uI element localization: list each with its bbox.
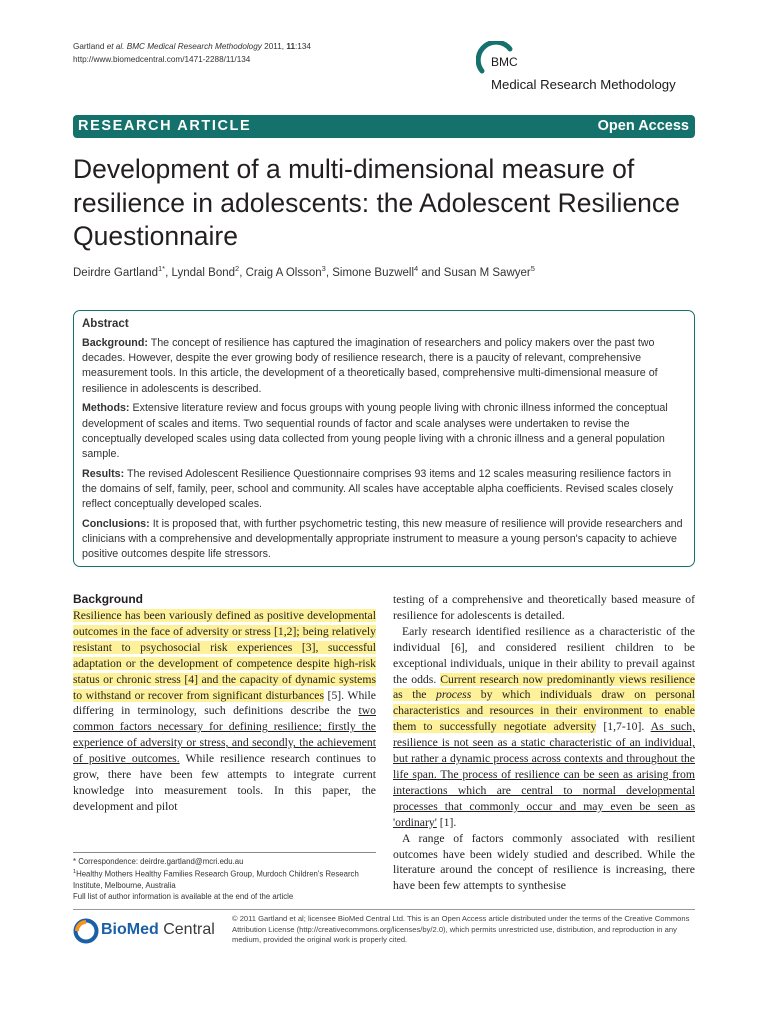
correspondence[interactable]: * Correspondence: deirdre.gartland@mcri.edu.au [73,857,244,866]
footnotes [73,856,376,903]
author[interactable]: Deirdre Gartland$^{1*}$ [73,264,166,279]
journal-logo-bmc: BMC [491,55,518,69]
abstract-background: Background: The concept of resilience has captured the imagination of researchers and policy makers over the past two decades. However, despite the ever growing body of resilience research, there is a paucity of relevant, comprehensive measurement tools. In this article, the development of a theoretically based, comprehensive multi-dimensional measure of resilience in adolescents is described. [82,337,658,395]
author[interactable]: Susan M Sawyer$^5$ [443,264,535,279]
biomed-central-wordmark: BioMed Central [101,921,215,938]
abstract-conclusions: Conclusions: It is proposed that, with further psychometric testing, this new measure of resilience will provide researchers and clinicians with a comprehensive and developmentally appropriate instrument to measure a young person's capacity to achieve positive outcomes despite life stressors. [82,517,683,561]
underlined-text[interactable]: As such, resilience is not seen as a static characteristic of an individual, but rather a dynamic process across contexts and throughout the life span. The process of resilience can be seen as arising from interactions which are central to normal developmental processes that commonly occur and may even be seen as 'ordinary' [393,720,695,829]
abstract-methods: Methods: Extensive literature review and focus groups with young people living with chronic illness informed the conceptual development of scales and items. Two sequential rounds of factor and scale analyses were undertaken to revise the conceptually developed scales using data collected from young people living with a chronic illness and a general population sample. [82,402,668,460]
journal-logo [476,41,700,99]
body-text [393,592,695,894]
citation-line: Gartland et al. BMC Medical Research Methodology 2011, 11:134 [73,42,311,51]
article-url[interactable]: http://www.biomedcentral.com/1471-2288/11/134 [73,54,251,64]
highlighted-text[interactable]: Resilience has been variously defined as positive developmental outcomes in the face of adversity or stress [1,2]; being relatively resistant to psychosocial risk experiences [3], successful adaptation or the development of competence despite high-risk status or chronic stress [4] and the capacity of dynamic systems to withstand or recover from significant disturbances [73,609,376,702]
author-info-note: Full list of author information is available at the end of the article [73,892,294,902]
footnote-divider [73,852,376,853]
abstract-heading: Abstract [82,318,129,330]
footer-divider [73,909,695,910]
author-list: Deirdre Gartland$^{1*}$, Lyndal Bond$^2$, Craig A Olsson$^3$, Simone Buzwell$^4$ and Susan M Sawyer$^5$ [73,264,535,279]
biomed-central-emblem-icon [73,918,99,944]
paragraph: Resilience has been variously defined as positive developmental outcomes in the face of adversity or stress [1,2]; being relatively resistant to psychosocial risk experiences [3], successful adaptation or the development of competence despite high-risk status or chronic stress [4] and the capacity of dynamic systems to withstand or recover from significant disturbances [5]. While differing in terminology, such definitions describe the two common factors necessary for defining resilience; firstly the experience of adversity or stress, and secondly, the achievement of positive outcomes. While resilience research continues to grow, there have been few attempts to integrate current knowledge into measurement tools. In this paper, the development and pilot [73,609,376,813]
biomed-central-logo [73,917,223,945]
article-type: RESEARCH ARTICLE [78,118,252,134]
paragraph: testing of a comprehensive and theoretically based measure of resilience for adolescents is detailed. [393,593,695,622]
section-heading-background: Background [73,592,144,606]
license-text: © 2011 Gartland et al; licensee BioMed Central Ltd. This is an Open Access article distributed under the terms of the Creative Commons Attribution License (http://creativecommons.org/licenses/by/2.0), which permits unrestricted use, distribution, and reproduction in any medium, provided the original work is properly cited. [232,914,690,945]
author[interactable]: Craig A Olsson$^3$ [245,264,326,279]
underlined-text[interactable]: two common factors necessary for defining resilience; firstly the experience of adversity or stress, and secondly, the achievement of positive outcomes. [73,704,376,766]
affiliation: $^1$Healthy Mothers Healthy Families Research Group, Murdoch Children's Research Institute, Melbourne, Australia [73,869,359,891]
article-type-banner [73,115,695,138]
journal-logo-name: Medical Research Methodology [491,77,676,92]
article-title: Development of a multi-dimensional measure of resilience in adolescents: the Adolescent Resilience Questionnaire [73,154,680,251]
paragraph: A range of factors commonly associated with resilient outcomes have been widely studied and described. While the literature around the concept of resilience is increasing, there have been few attempts to synthesise [393,831,695,893]
highlighted-text[interactable]: Current research now predominantly views resilience as the process by which individuals draw on personal characteristics and resources in their environment to enable them to successfully negotiate adversity [393,672,696,734]
body-text [73,608,376,815]
author[interactable]: Lyndal Bond$^2$ [171,264,240,279]
paragraph: Early research identified resilience as a characteristic of the individual [6], and considered resilient children to be exceptional individuals, unique in their ability to prevail against the odds. Current research now predominantly views resilience as the process by which individuals draw on personal characteristics and resources in their environment to enable them to successfully negotiate adversity [1,7-10]. As such, resilience is not seen as a static characteristic of an individual, but rather a dynamic process across contexts and throughout the life span. The process of resilience can be seen as arising from interactions which are central to normal developmental processes that commonly occur and may even be seen as 'ordinary' [1]. [393,624,696,829]
abstract-box [73,310,695,567]
abstract-results: Results: The revised Adolescent Resilience Questionnaire comprises 93 items and 12 scales measuring resilience factors in the domains of self, family, peer, school and community. All scales have acceptable alpha coefficients. Revised scales closely reflect conceptually developed scales. [82,467,674,511]
open-access-label: Open Access [597,118,689,134]
body-left-column [73,592,376,815]
author[interactable]: Simone Buzwell$^4$ [332,264,419,279]
header-citation [73,41,311,66]
body-right-column [393,592,695,894]
